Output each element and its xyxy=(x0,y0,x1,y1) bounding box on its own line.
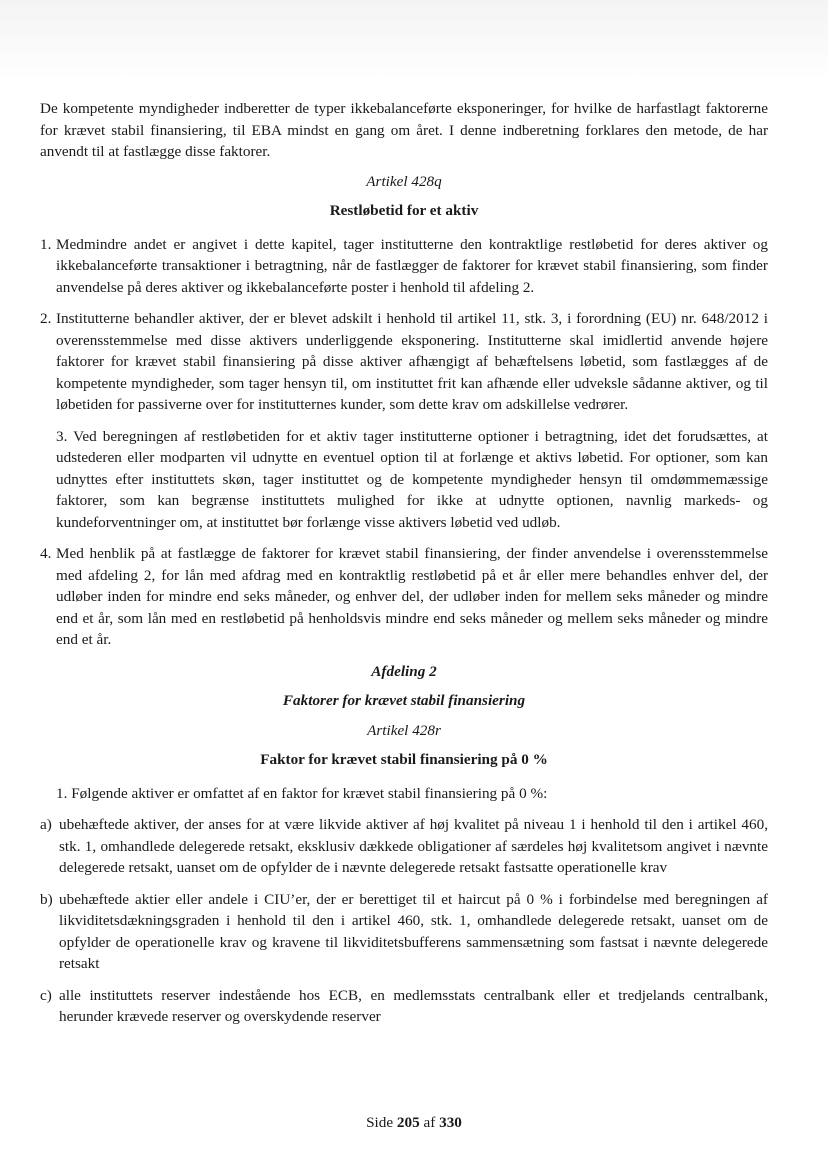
section-label: Afdeling 2 xyxy=(371,662,437,680)
article-428r-title: Faktor for krævet stabil finansiering på 0 % xyxy=(260,751,548,768)
page-number: 205 xyxy=(396,1114,420,1131)
item-number: 2. xyxy=(40,310,52,327)
article-428q-item-1 xyxy=(40,234,768,299)
article-428q-label: Artikel 428q xyxy=(366,172,442,190)
scan-top-band xyxy=(0,0,828,78)
article-428r-item-b xyxy=(40,889,768,975)
article-428r-label: Artikel 428r xyxy=(367,721,441,739)
article-428r-paragraph-1: 1. Følgende aktiver er omfattet af en faktor for krævet stabil finansiering på 0 %: xyxy=(56,784,548,802)
article-428q-item-4 xyxy=(40,543,768,651)
item-number: 4. xyxy=(40,545,52,562)
footer-prefix: Side xyxy=(366,1114,394,1131)
item-text: Institutterne behandler aktiver, der er blevet adskilt i henhold til artikel 11, stk. 3, i forordning (EU) nr. 648/2012 i overensstemmelse med disse aktivers underliggende eksponering. Institutterne skal imidlertid anvende højere faktorer for krævet stabil finansiering på disse aktiver afhængigt af behæftelsens løbetid, som fastlægges af de kompetente myndigheder, som tager hensyn til, om instituttet frit kan afhænde eller udveksle sådanne aktiver, og til løbetiden for passiverne over for institutternes kunder, som dette krav om adskillelse vedrører. xyxy=(56,310,768,413)
item-text: ubehæftede aktier eller andele i CIU’er, der er berettiget til et haircut på 0 % i forbindelse med beregningen af likviditetsdækningsgraden i henhold til den i artikel 460, stk. 1, omhandlede delegerede retsakt, uanset om de opfylder de operationelle krav og kravene til likviditetsbufferens sammensætning som fastsat i nævnte delegerede retsakt xyxy=(59,890,768,972)
document-page xyxy=(40,98,768,1038)
article-428r-item-c xyxy=(40,985,768,1028)
intro-paragraph: De kompetente myndigheder indberetter de typer ikkebalanceførte eksponeringer, for hvilke de harfastlagt faktorerne for krævet stabil finansiering, til EBA mindst en gang om året. I denne indberetning forklares den metode, de har anvendt til at fastlægge disse faktorer. xyxy=(40,100,768,160)
item-letter: a) xyxy=(40,816,52,833)
footer-middle: af xyxy=(423,1114,436,1131)
item-text: ubehæftede aktiver, der anses for at være likvide aktiver af høj kvalitet på niveau 1 i henhold til den i artikel 460, stk. 1, omhandlede delegerede retsakt, eksklusiv dækkede obligationer af særdeles høj kvalitetsom angivet i nævnte delegerede retsakt, uanset om de opfylder de i nævnte delegerede retsakt fastsatte operationelle krav xyxy=(59,816,768,876)
article-428q-item-2 xyxy=(40,308,768,416)
item-text: Med henblik på at fastlægge de faktorer for krævet stabil finansiering, der finder anvendelse i overensstemmelse med afdeling 2, for lån med afdrag med en kontraktlig restløbetid på et år eller mere behandles enhver del, der udløber inden for mindre end seks måneder, og enhver del, der udløber inden for mellem seks måneder og mindre end et år, som lån med en restløbetid på henholdsvis mindre end seks måneder og mellem seks måneder og mindre end et år. xyxy=(56,545,768,648)
item-letter: b) xyxy=(40,890,53,908)
section-title: Faktorer for krævet stabil finansiering xyxy=(282,692,526,709)
item-number: 1. xyxy=(40,235,52,253)
item-text: alle instituttets reserver indestående hos ECB, en medlemsstats centralbank eller et tredjelands centralbank, herunder krævede reserver og overskydende reserver xyxy=(59,986,768,1025)
page-footer xyxy=(0,1114,828,1132)
article-428r-item-a xyxy=(40,814,768,879)
article-428q-paragraph-3: 3. Ved beregningen af restløbetiden for et aktiv tager institutterne optioner i betragtning, idet det forudsættes, at udstederen eller modparten vil udnytte en eventuel option til at forlænge et aktivs løbetid. For optioner, som kan udnyttes efter instituttets skøn, tager instituttet og de kompetente myndigheder hensyn til omdømmemæssige faktorer, som kan begrænse instituttets mulighed for ikke at udnytte optionen, navnlig markeds- og kundeforventninger om, at instituttet bør forlænge visse aktivers løbetid ved udløb. xyxy=(56,427,768,531)
article-428q-title: Restløbetid for et aktiv xyxy=(329,202,479,219)
item-letter: c) xyxy=(40,986,52,1004)
page-total: 330 xyxy=(439,1114,462,1131)
item-text: Medmindre andet er angivet i dette kapitel, tager institutterne den kontraktlige restløbetid for deres aktiver og ikkebalanceførte transaktioner i betragtning, når de fastlægger de faktorer for krævet stabil finansiering, som finder anvendelse på deres aktiver og ikkebalanceførte poster i henhold til afdeling 2. xyxy=(56,235,768,296)
